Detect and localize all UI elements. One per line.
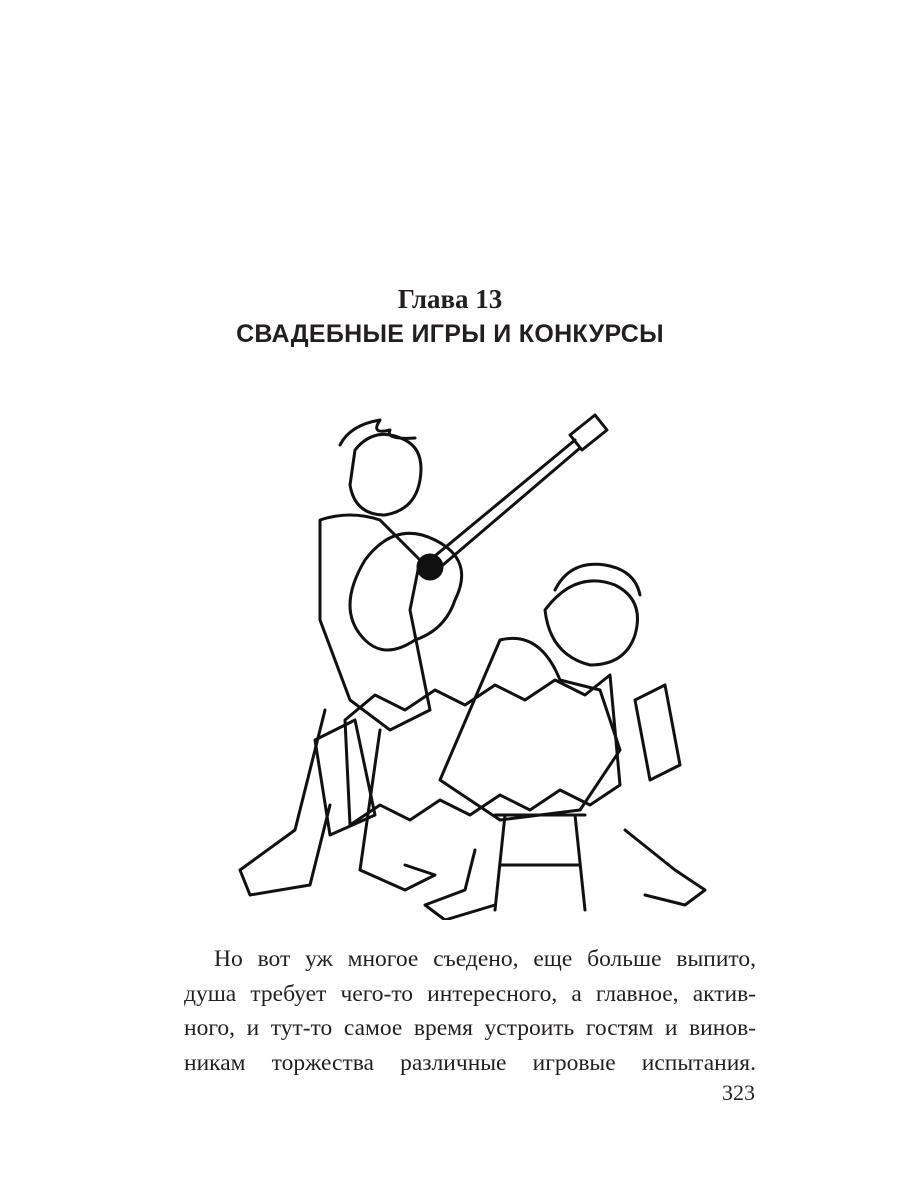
paragraph-line: никам торжества различные игровые испытания. <box>184 1049 756 1076</box>
body-paragraph <box>184 942 756 1080</box>
paragraph-line: душа требует чего-то интересного, а главное, актив- <box>184 980 756 1007</box>
chapter-title: СВАДЕБНЫЕ ИГРЫ И КОНКУРСЫ <box>236 320 664 348</box>
paragraph-line: Но вот уж многое съедено, еще больше выпито, <box>214 946 756 972</box>
musicians-illustration-icon <box>205 410 730 920</box>
paragraph-line: ного, и тут-то самое время устроить гостям и винов- <box>184 1015 756 1041</box>
chapter-number: Глава 13 <box>397 284 503 314</box>
page-number: 323 <box>722 1080 755 1105</box>
